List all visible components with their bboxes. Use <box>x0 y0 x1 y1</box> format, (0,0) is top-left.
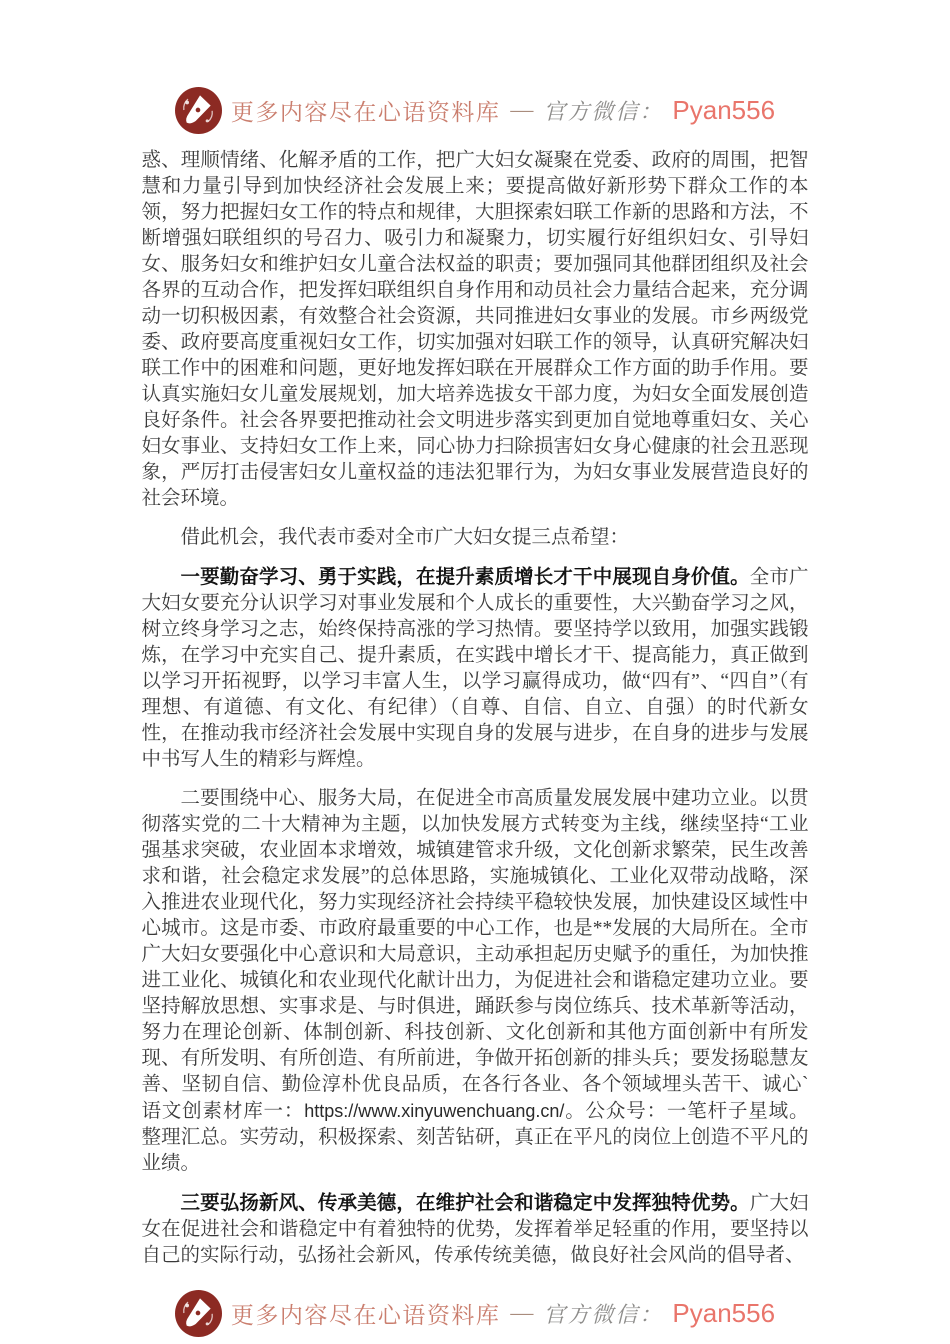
paragraph-text: 借此机会，我代表市委对全市广大妇女提三点希望： <box>180 527 630 548</box>
pen-seal-logo-icon <box>175 87 222 134</box>
paragraph <box>142 564 809 773</box>
promo-text: 更多内容尽在心语资料库 <box>230 99 501 125</box>
promo-text: 更多内容尽在心语资料库 <box>230 1302 501 1328</box>
dash-separator: — <box>510 1300 534 1325</box>
paragraph-text: 二要围绕中心、服务大局，在促进全市高质量发展发展中建功立业。以贯彻落实党的二十大精神为主题，以加快发展方式转变为主线，继续坚持“工业强基求突破，农业固本求增效，城镇建管求升级，文化创新求繁荣，民生改善求和谐，社会稳定求发展”的总体思路，实施城镇化、工业化双带动战略，深入推进农业现代化，努力实现经济社会持续平稳较快发展，加快建设区域性中心城市。这是市委、市政府最重要的中心工作，也是**发展的大局所在。全市广大妇女要强化中心意识和大局意识，主动承担起历史赋予的重任，为加快推进工业化、城镇化和农业现代化献计出力，为促进社会和谐稳定建功立业。要坚持解放思想、实事求是、与时俱进，踊跃参与岗位练兵、技术革新等活动，努力在理论创新、体制创新、科技创新、文化创新和其他方面创新中有所发现、有所发明、有所创造、有所前进，争做开拓创新的排头兵；要发扬聪慧友善、坚韧自信、勤俭淳朴优良品质，在各行各业、各个领域埋头苦干、诚心`语文创素材库一： <box>141 788 809 1122</box>
wechat-label: 官方微信： <box>543 1301 664 1327</box>
pen-seal-logo-icon <box>175 1290 222 1337</box>
paragraph <box>142 148 809 512</box>
header-banner <box>0 0 950 136</box>
paragraph-text: 全市广大妇女要充分认识学习对事业发展和个人成长的重要性，大兴勤奋学习之风，树立终身学习之志，始终保持高涨的学习热情。要坚持学以致用，加强实践锻炼，在学习中充实自己、提升素质，在实践中增长才干、提高能力，真正做到以学习开拓视野，以学习丰富人生，以学习赢得成功，做“四有”、“四自”（有理想、有道德、有文化、有纪律）（自尊、自信、自立、自强）的时代新女性，在推动我市经济社会发展中实现自身的发展与进步，在自身的进步与发展中书写人生的精彩与辉煌。 <box>141 567 809 770</box>
wechat-id: Pyan556 <box>672 94 776 125</box>
paragraph-lead-text: 一要勤奋学习、勇于实践，在提升素质增长才干中展现自身价值。 <box>180 566 750 588</box>
paragraph-lead-text: 三要弘扬新风、传承美德，在维护社会和谐稳定中发挥独特优势。 <box>180 1192 750 1214</box>
wechat-id: Pyan556 <box>672 1297 776 1328</box>
paragraph <box>142 525 809 551</box>
paragraph <box>142 786 809 1177</box>
dash-separator: — <box>510 97 534 122</box>
inline-url-text: https://www.xinyuwenchuang.cn/ <box>304 1101 565 1121</box>
footer-banner <box>0 1287 950 1339</box>
wechat-label: 官方微信： <box>543 98 664 124</box>
document-body <box>142 148 809 1269</box>
paragraph-text: 。公众号：一笔杆子星域。整理汇总。实劳动，积极探索、刻苦钻研，真正在平凡的岗位上创造不平凡的业绩。 <box>141 1101 809 1174</box>
paragraph-text: 惑、理顺情绪、化解矛盾的工作，把广大妇女凝聚在党委、政府的周围，把智慧和力量引导到加快经济社会发展上来；要提高做好新形势下群众工作的本领，努力把握妇女工作的特点和规律，大胆探索妇联工作新的思路和方法，不断增强妇联组织的号召力、吸引力和凝聚力，切实履行好组织妇女、引导妇女、服务妇女和维护妇女儿童合法权益的职责；要加强同其他群团组织及社会各界的互动合作，把发挥妇联组织自身作用和动员社会力量结合起来，充分调动一切积极因素，有效整合社会资源，共同推进妇女事业的发展。市乡两级党委、政府要高度重视妇女工作，切实加强对妇联工作的领导，认真研究解决妇联工作中的困难和问题，更好地发挥妇联在开展群众工作方面的助手作用。要认真实施妇女儿童发展规划，加大培养选拔女干部力度，为妇女全面发展创造良好条件。社会各界要把推动社会文明进步落实到更加自觉地尊重妇女、关心妇女事业、支持妇女工作上来，同心协力扫除损害妇女身心健康的社会丑恶现象，严厉打击侵害妇女儿童权益的违法犯罪行为，为妇女事业发展营造良好的社会环境。 <box>141 150 809 509</box>
paragraph-text: 广大妇女在促进社会和谐稳定中有着独特的优势，发挥着举足轻重的作用，要坚持以自己的实际行动，弘扬社会新风，传承传统美德，做良好社会风尚的倡导者、 <box>141 1193 809 1266</box>
paragraph <box>142 1190 809 1269</box>
